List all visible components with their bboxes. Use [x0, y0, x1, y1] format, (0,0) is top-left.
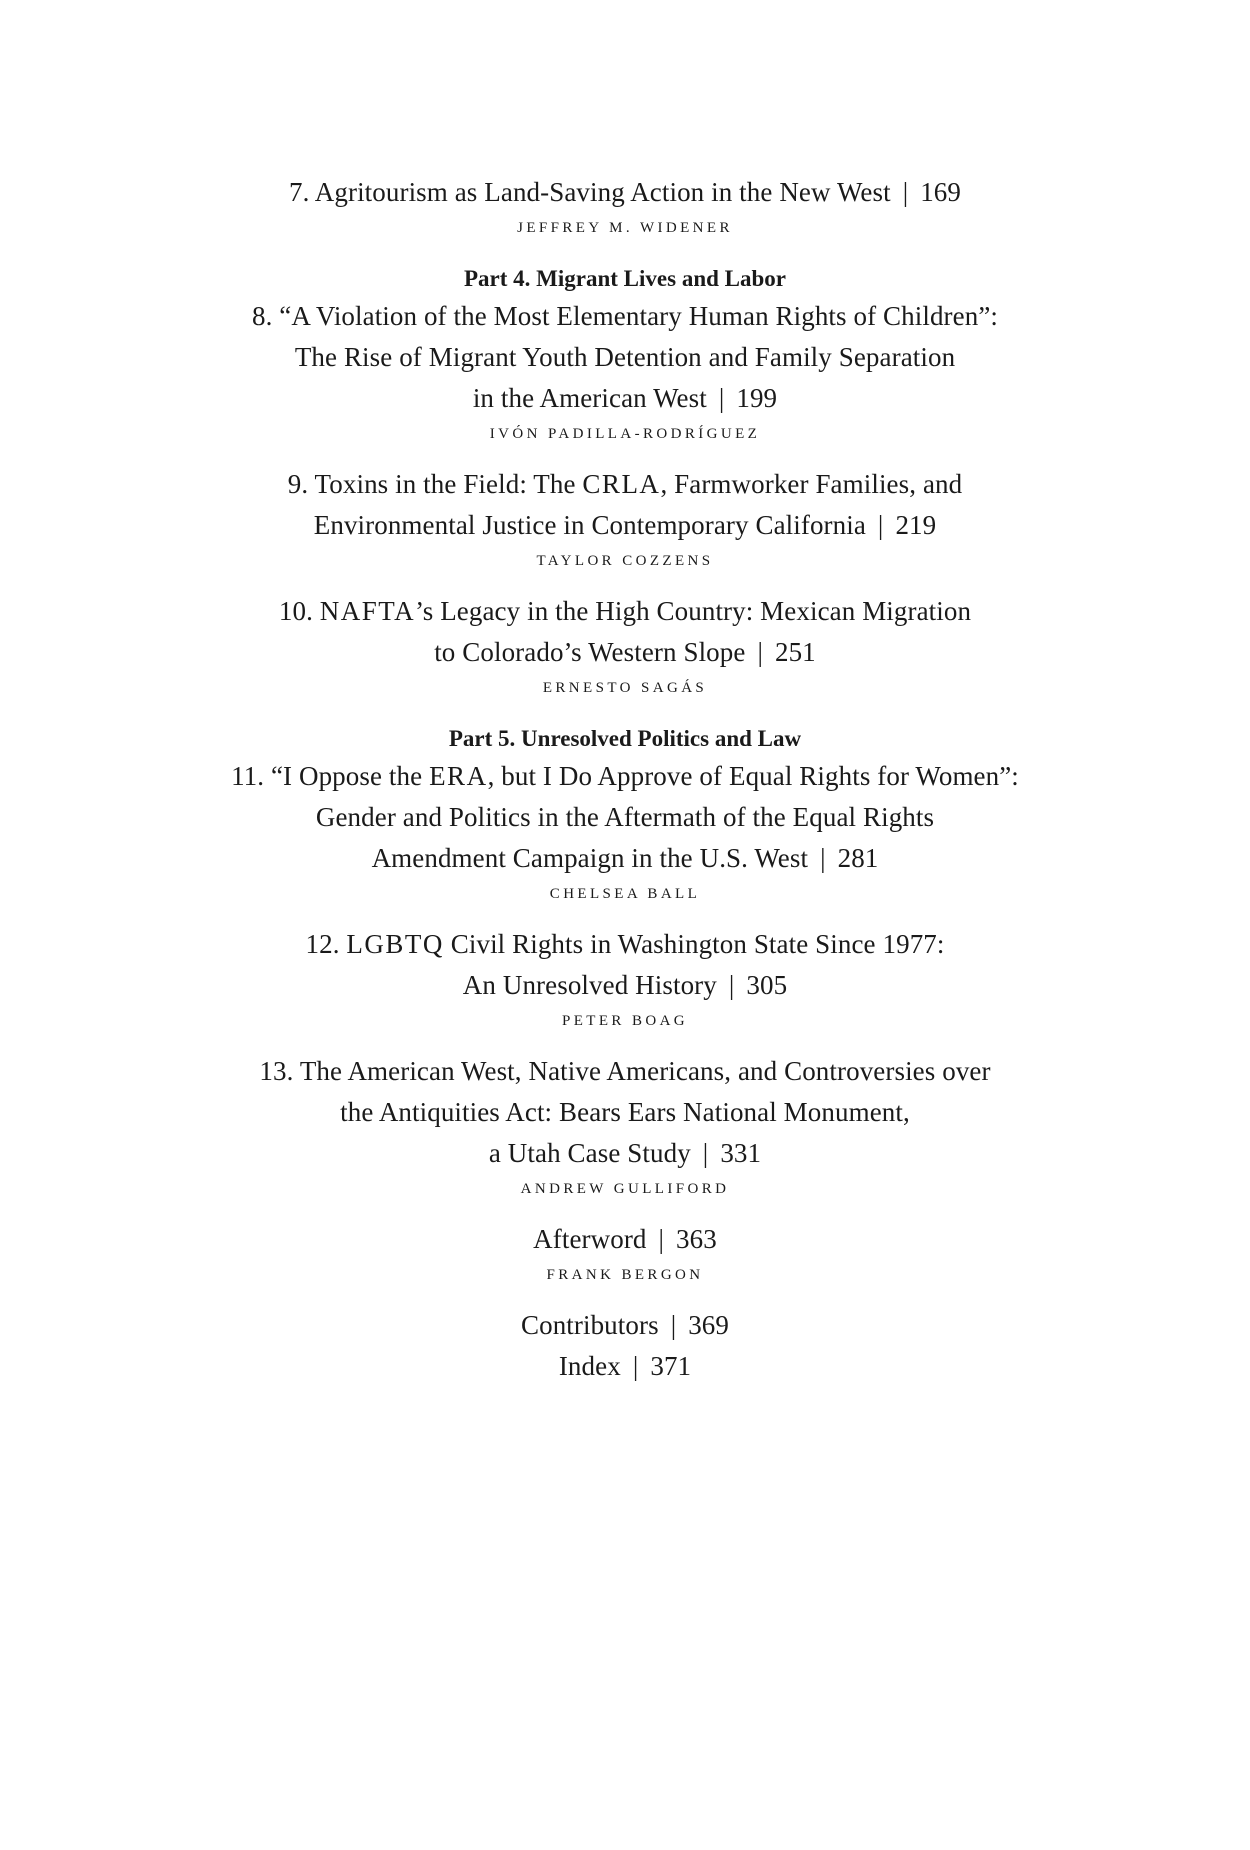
- page-number: 305: [746, 970, 788, 1000]
- entry-title-line: the Antiquities Act: Bears Ears National Monument,: [340, 1097, 910, 1127]
- page-number: 199: [736, 383, 778, 413]
- entry-title-line: Environmental Justice in Contemporary California | 219: [150, 505, 1100, 546]
- entry-author: ERNESTO SAGÁS: [542, 680, 708, 696]
- entry-author: JEFFREY M. WIDENER: [517, 220, 733, 236]
- toc-entry: [150, 1051, 1100, 1199]
- page-number: 281: [837, 843, 879, 873]
- entry-title-line: 13. The American West, Native Americans, and Controversies over: [259, 1056, 991, 1086]
- entry-author: TAYLOR COZZENS: [536, 553, 714, 569]
- entry-title-line: 9. Toxins in the Field: The CRLA, Farmworker Families, and: [287, 469, 963, 499]
- page-number: 219: [895, 510, 937, 540]
- entry-title-line: Amendment Campaign in the U.S. West | 281: [150, 838, 1100, 879]
- page-separator: |: [902, 177, 909, 207]
- toc-entry: [150, 172, 1100, 238]
- page-separator: |: [702, 1138, 709, 1168]
- acronym: CRLA: [582, 469, 661, 499]
- toc-entry: [150, 1305, 1100, 1346]
- page-separator: |: [877, 510, 884, 540]
- page-separator: |: [658, 1224, 665, 1254]
- entry-author: CHELSEA BALL: [549, 886, 701, 902]
- page-number: 169: [920, 177, 962, 207]
- entry-title-line: in the American West | 199: [150, 378, 1100, 419]
- part-heading: Part 4. Migrant Lives and Labor: [464, 266, 786, 291]
- entry-author: FRANK BERGON: [546, 1267, 704, 1283]
- entry-title-line: Gender and Politics in the Aftermath of the Equal Rights: [315, 802, 935, 832]
- toc-entry: [150, 924, 1100, 1031]
- page-separator: |: [670, 1310, 677, 1340]
- toc-entry: [150, 464, 1100, 571]
- entry-title-line: Index | 371: [150, 1346, 1100, 1387]
- entry-author: IVÓN PADILLA-RODRÍGUEZ: [489, 426, 761, 442]
- toc-entry: [150, 1346, 1100, 1387]
- page-number: 251: [774, 637, 816, 667]
- toc-entry: [150, 756, 1100, 904]
- acronym: LGBTQ: [346, 929, 444, 959]
- toc-entry: [150, 296, 1100, 444]
- page-separator: |: [632, 1351, 639, 1381]
- entry-author: ANDREW GULLIFORD: [520, 1181, 730, 1197]
- acronym: NAFTA: [319, 596, 416, 626]
- toc-entry: [150, 591, 1100, 698]
- page-separator: |: [718, 383, 725, 413]
- entry-title-line: to Colorado’s Western Slope | 251: [150, 632, 1100, 673]
- toc-entry: [150, 1219, 1100, 1285]
- page-number: 363: [676, 1224, 717, 1254]
- page-number: 369: [688, 1310, 730, 1340]
- acronym: ERA: [429, 761, 488, 791]
- entry-title-line: Contributors | 369: [150, 1305, 1100, 1346]
- entry-title-line: 8. “A Violation of the Most Elementary Human Rights of Children”:: [251, 301, 999, 331]
- page-separator: |: [728, 970, 735, 1000]
- page-separator: |: [820, 843, 826, 873]
- page-separator: |: [757, 637, 763, 667]
- part-heading: Part 5. Unresolved Politics and Law: [448, 726, 802, 751]
- table-of-contents: [150, 172, 1100, 1387]
- entry-title-line: 10. NAFTA’s Legacy in the High Country: Mexican Migration: [278, 596, 972, 626]
- page-number: 371: [650, 1351, 692, 1381]
- entry-title-line: 7. Agritourism as Land-Saving Action in the New West | 169: [150, 172, 1100, 213]
- entry-title-line: The Rise of Migrant Youth Detention and Family Separation: [294, 342, 956, 372]
- entry-title-line: An Unresolved History | 305: [150, 965, 1100, 1006]
- page-number: 331: [720, 1138, 762, 1168]
- entry-author: PETER BOAG: [561, 1013, 689, 1029]
- entry-title-line: a Utah Case Study | 331: [150, 1133, 1100, 1174]
- entry-title-line: 11. “I Oppose the ERA, but I Do Approve of Equal Rights for Women”:: [231, 761, 1019, 791]
- entry-title-line: Afterword | 363: [150, 1219, 1100, 1260]
- entry-title-line: 12. LGBTQ Civil Rights in Washington State Since 1977:: [305, 929, 945, 959]
